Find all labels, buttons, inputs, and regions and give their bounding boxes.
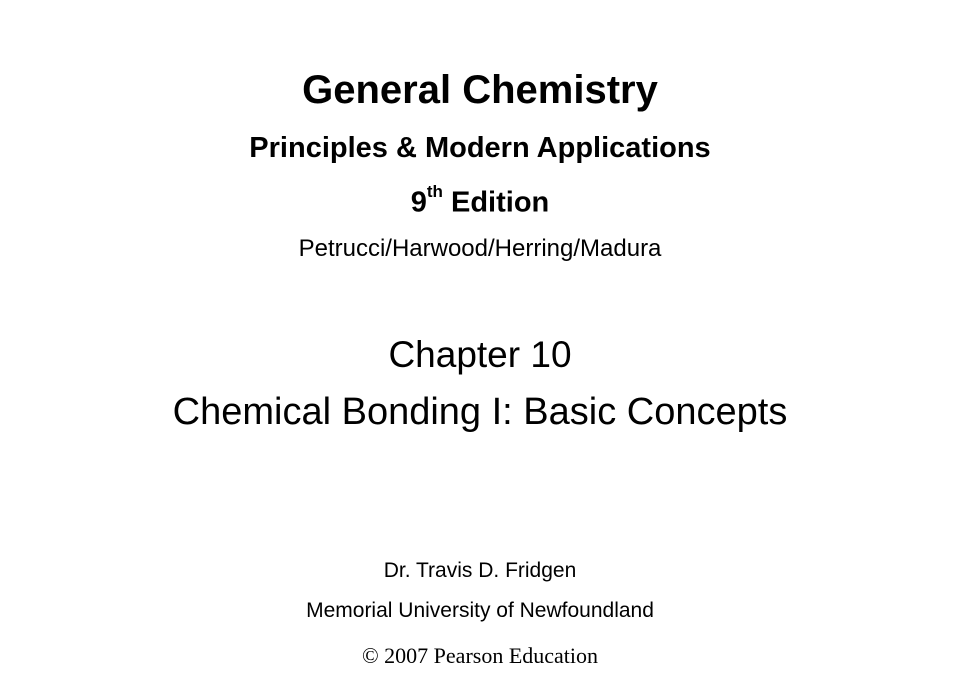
edition-label: Edition [450,186,550,219]
copyright: © 2007 Pearson Education [361,643,599,668]
institution: Memorial University of Newfoundland [306,599,654,622]
authors: Petrucci/Harwood/Herring/Madura [298,235,662,262]
book-title: General Chemistry [302,68,658,112]
edition [0,182,960,219]
book-subtitle: Principles & Modern Applications [249,132,711,164]
edition-number: 9 [410,186,427,219]
presenter-name: Dr. Travis D. Fridgen [383,559,577,582]
edition-suffix: th [426,182,443,201]
chapter-title: Chemical Bonding I: Basic Concepts [172,391,788,433]
chapter-label: Chapter 10 [388,334,572,375]
